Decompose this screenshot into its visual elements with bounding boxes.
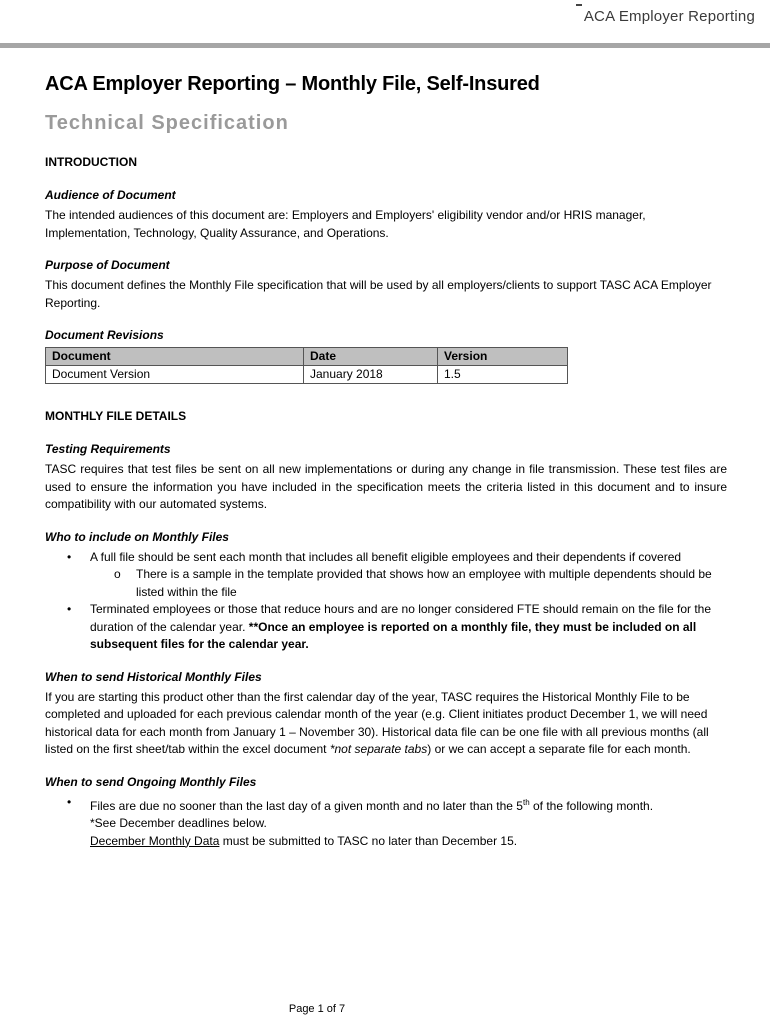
testing-text: TASC requires that test files be sent on all new implementations or during any change in file transmission. These test files are used to ensure the information you have included in the specification meets the criteria listed in this document and to insure compatibility with our automated systems. — [45, 462, 727, 511]
list-item — [45, 601, 727, 654]
circle-bullet-icon: o — [114, 567, 121, 581]
historical-text-part: If you are starting this product other than the first calendar day of the year, TASC requires the Historical Monthly File to be completed and uploaded for each previous calendar month of the year (e.g. Client initiates product December 1, we will need historical data for each month from January 1 – November 30). Historical data file can be one file with all previous months (all listed on the first sheet/tab within the excel document — [45, 689, 709, 756]
december-monthly-data-label: December Monthly Data — [90, 833, 220, 848]
who-to-include-list — [45, 549, 727, 654]
december-note: *See December deadlines below. — [90, 816, 267, 830]
list-item-text: Terminated employees or those that reduce hours and are no longer considered FTE should remain on the file for the duration of the calendar year. — [90, 602, 712, 634]
document-title: ACA Employer Reporting – Monthly File, Self-Insured — [45, 73, 540, 95]
audience-text: The intended audiences of this document are: Employers and Employers' eligibility vendor and/or HRIS manager, Implementation, Technology, Quality Assurance, and Operations. — [45, 208, 646, 240]
historical-text — [45, 689, 727, 759]
introduction-heading: INTRODUCTION — [45, 155, 137, 169]
purpose-text: This document defines the Monthly File specification that will be used by all employers/clients to support TASC ACA Employer Reporting. — [45, 278, 712, 310]
page-number: Page 1 of 7 — [288, 1003, 346, 1015]
table-cell: Document Version — [46, 366, 304, 384]
sub-list — [90, 566, 727, 601]
list-item-text: of the following month. — [529, 798, 654, 813]
audience-heading: Audience of Document — [45, 188, 176, 202]
table-header-cell: Date — [304, 348, 438, 366]
testing-heading: Testing Requirements — [45, 442, 171, 456]
historical-heading: When to send Historical Monthly Files — [45, 669, 262, 684]
ongoing-list — [45, 794, 727, 851]
sub-list-item — [90, 566, 727, 601]
ongoing-heading: When to send Ongoing Monthly Files — [45, 774, 257, 789]
table-cell: 1.5 — [438, 366, 568, 384]
superscript: th — [522, 797, 530, 807]
table-header-cell: Version — [438, 348, 568, 366]
logo-text: ACA Employer Reporting — [583, 8, 755, 25]
list-item-text: A full file should be sent each month that includes all benefit eligible employees and their dependents if covered — [90, 549, 682, 564]
company-logo — [576, 8, 755, 25]
bullet-icon: • — [67, 549, 72, 564]
list-item-text: Files are due no sooner than the last day of a given month and no later than the 5 — [90, 798, 523, 813]
table-header-row — [46, 348, 568, 366]
logo-mark-icon — [576, 4, 582, 6]
purpose-heading: Purpose of Document — [45, 258, 170, 272]
table-cell: January 2018 — [304, 366, 438, 384]
bullet-icon: • — [67, 602, 72, 616]
historical-text-italic: *not separate tabs — [329, 742, 428, 756]
historical-text-part: ) or we can accept a separate file for each month. — [427, 742, 691, 756]
page-header — [0, 0, 770, 50]
list-item — [45, 549, 727, 602]
document-subtitle: Technical Specification — [45, 112, 289, 134]
monthly-file-details-heading: MONTHLY FILE DETAILS — [45, 409, 187, 423]
revisions-heading: Document Revisions — [45, 328, 164, 342]
table-row — [46, 366, 568, 384]
list-item-bold-note: **Once an employee is reported on a monthly file, they must be included on all subsequent files for the calendar year. — [90, 619, 697, 651]
revisions-table — [45, 347, 568, 384]
bullet-icon: • — [67, 794, 72, 809]
who-to-include-heading: Who to include on Monthly Files — [45, 529, 229, 544]
list-item — [45, 794, 727, 851]
header-divider — [0, 43, 770, 48]
sub-list-item-text: There is a sample in the template provided that shows how an employee with multiple dependents should be listed within the file — [136, 567, 712, 599]
document-body — [45, 70, 727, 850]
table-header-cell: Document — [46, 348, 304, 366]
december-deadline-text: must be submitted to TASC no later than December 15. — [219, 833, 518, 848]
